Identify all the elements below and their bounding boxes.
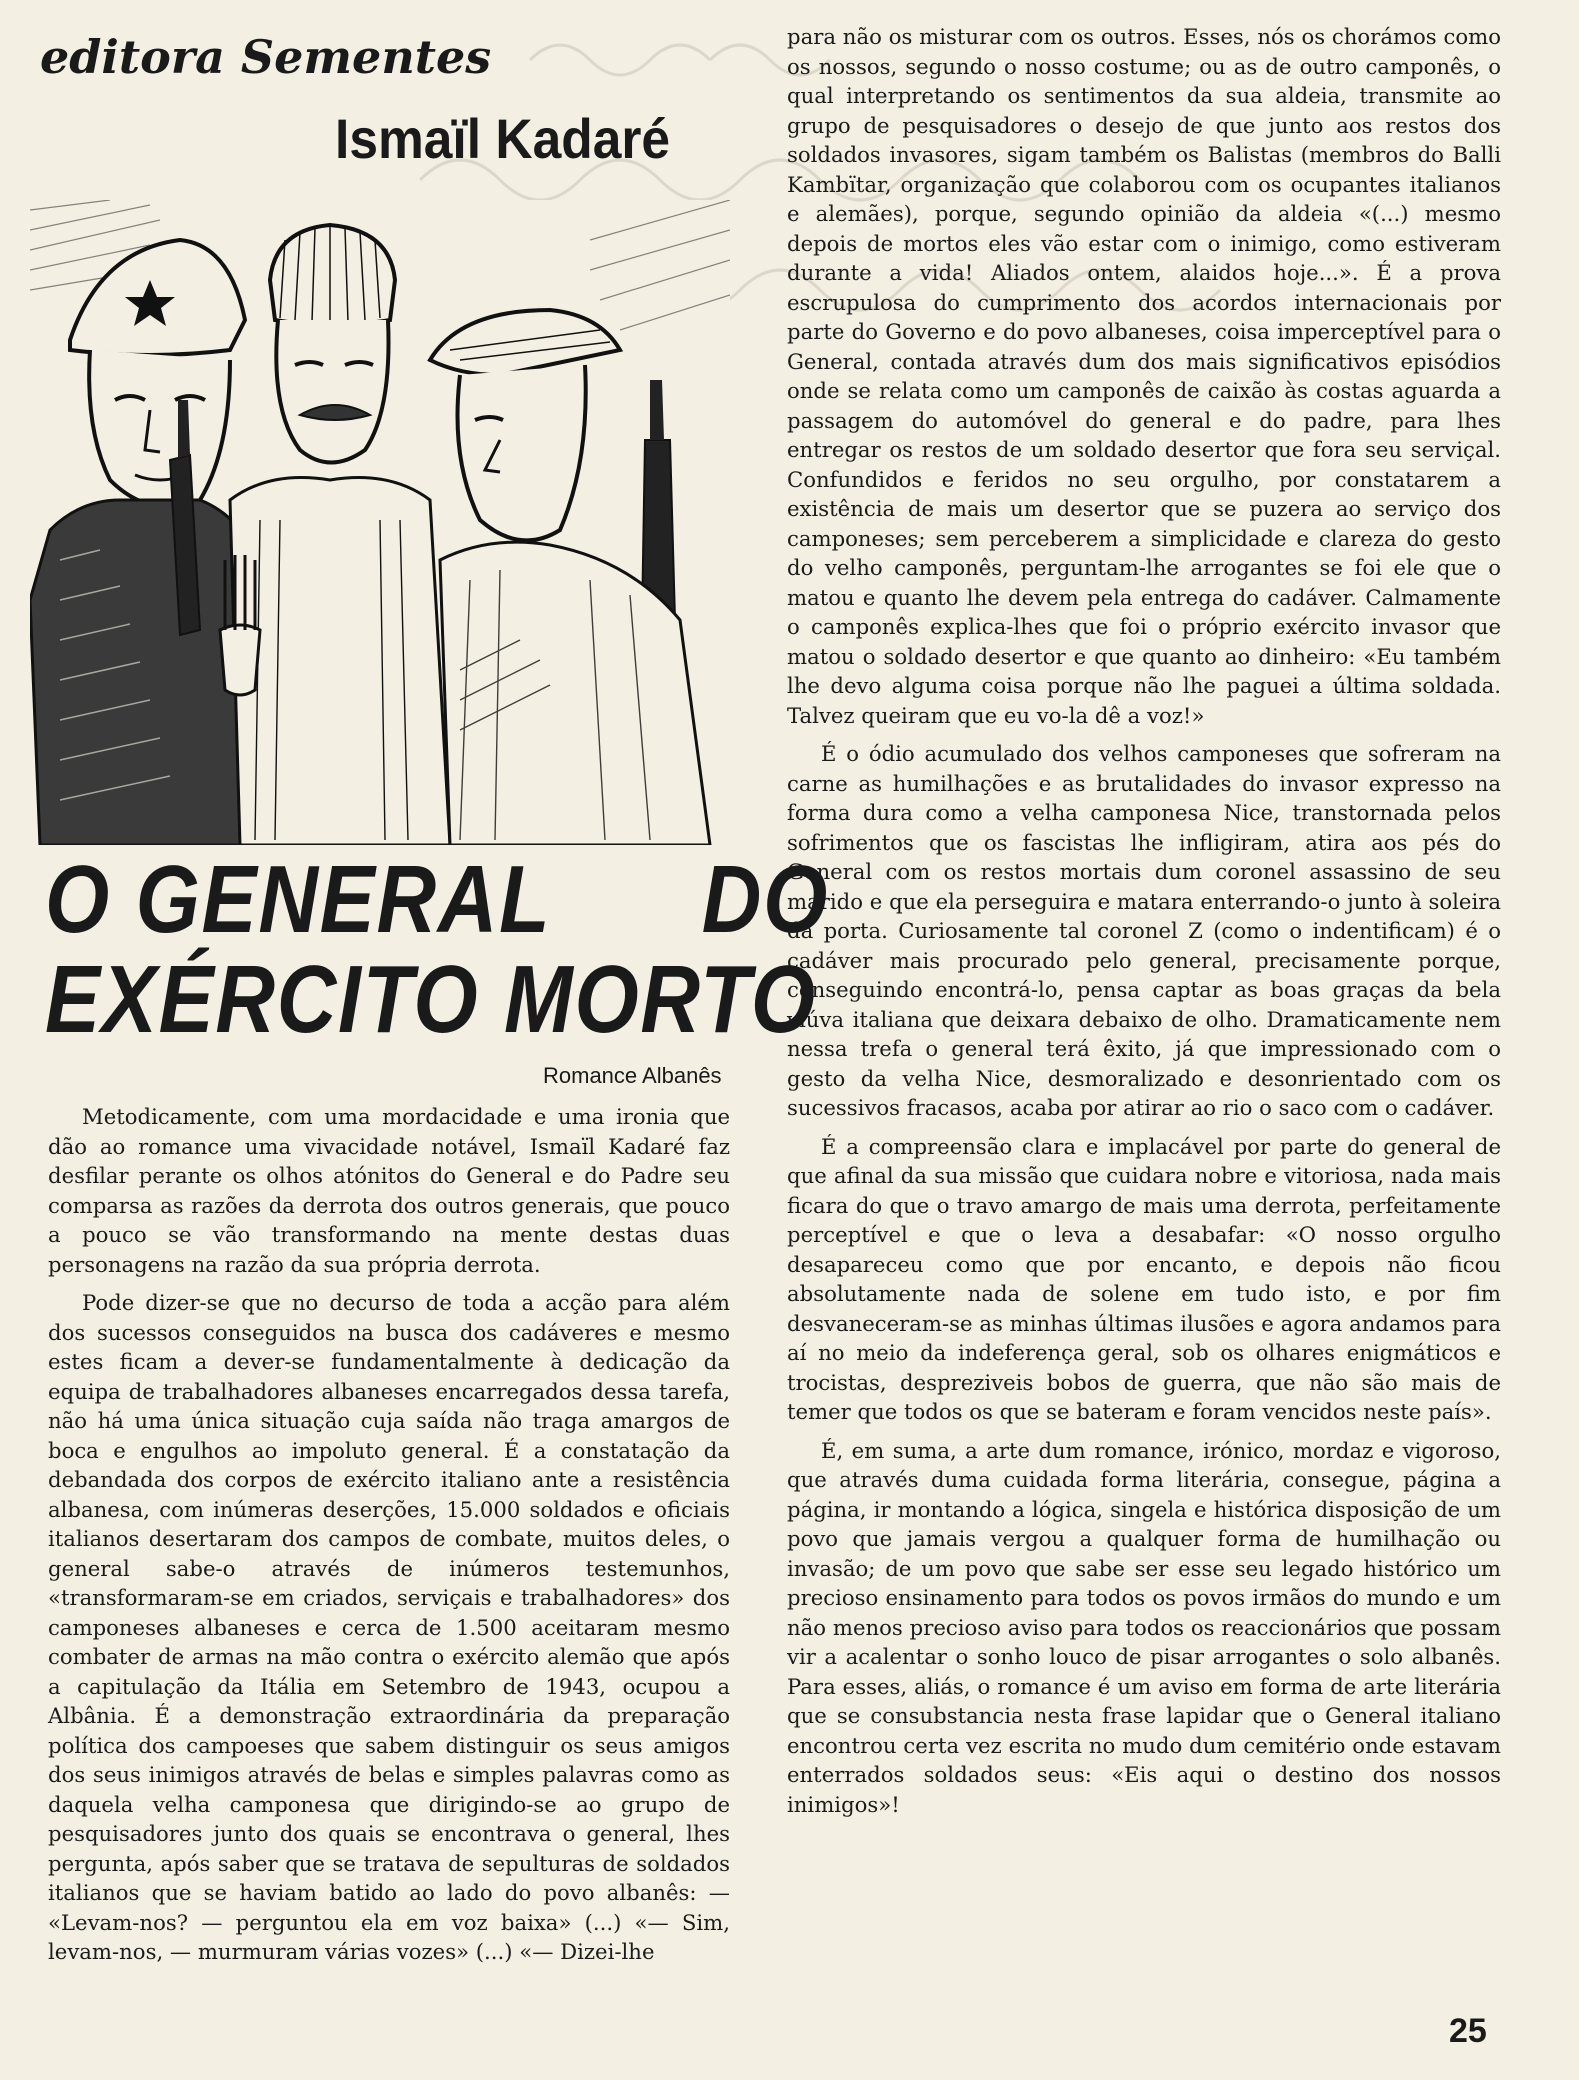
- page-number: 25: [1449, 2012, 1487, 2050]
- book-subtitle: Romance Albanês: [543, 1063, 722, 1088]
- right-column: [787, 22, 1501, 1828]
- three-soldiers-illustration: [30, 200, 730, 845]
- left-paragraph-1: Metodicamente, com uma mordacidade e uma ironia que dão ao romance uma vivacidade notável, Ismaïl Kadaré faz desfilar perante os olhos atónitos do General e do Padre seu comparsa as razões da derrota dos outros generais, que pouco a pouco se vão transformando na mente destas duas personagens na razão da sua própria derrota.: [48, 1104, 730, 1277]
- left-paragraph-2: Pode dizer-se que no decurso de toda a acção para além dos sucessos conseguidos na busca dos cadáveres e mesmo estes ficam a dever-se fundamentalmente à dedicação da equipa de trabalhadores albaneses encarregados dessa tarefa, não há uma única situação cuja saída não traga amargos de boca e engulhos ao impoluto general. É a constatação da debandada dos corpos de exército italiano ante a resistência albanesa, com inúmeras deserções, 15.000 soldados e oficiais italianos desertaram dos campos de combate, muitos deles, o general sabe-o através de inúmeros testemunhos, «transformaram-se em criados, serviçais e trabalhadores» dos camponeses albaneses e cerca de 1.500 aceitaram mesmo combater de armas na mão contra o exército alemão que após a capitulação da Itália em Setembro de 1943, ocupou a Albânia. É a demonstração extraordinária da preparação política dos campoeses que sabem distinguir os seus amigos dos seus inimigos através de belas e simples palavras como as daquela velha camponesa que dirigindo-se ao grupo de pesquisadores junto dos quais se encontrava o general, lhes pergunta, após saber que se tratava de sepulturas de soldados italianos que se haviam batido ao lado do povo albanês: — «Levam-nos? — perguntou ela em voz baixa» (...) «— Sim, levam-nos, — murmuram várias vozes» (...) «— Dizei-lhe: [48, 1290, 730, 1964]
- book-title-word-do: DO: [701, 846, 830, 953]
- right-paragraph-2: É o ódio acumulado dos velhos camponeses que sofreram na carne as humilhações e as brutalidades do invasor expresso na forma dura como a velha camponesa Nice, transtornada pelos sofrimentos que os fascistas lhe infligiram, atira aos pés do General com os restos mortais dum coronel assassino de seu marido e que ela perseguira e matara enterrando-o junto à soleira da porta. Curiosamente tal coronel Z (como o indentificam) é o cadáver mais procurado pelo general, precisamente porque, conseguindo encontrá-lo, pensa captar as boas graças da bela viúva italiana que deixara debaixo de olho. Dramaticamente nem nessa trefa o general terá êxito, já que impressionado com o gesto da velha Nice, desmoralizado e desonrientado com os sucessivos fracasos, acaba por atirar ao rio o saco com o cadáver.: [787, 741, 1501, 1120]
- right-paragraph-1: para não os misturar com os outros. Esses, nós os chorámos como os nossos, segundo o nosso costume; ou as de outro camponês, o qual interpretando os sentimentos da sua aldeia, transmite ao grupo de pesquisadores o desejo de que junto aos restos dos soldados invasores, sigam também os Balistas (membros do Balli Kambïtar, organização que colaborou com os ocupantes italianos e alemães), porque, segundo opinião da aldeia «(...) mesmo depois de mortos eles vão estar com o inimigo, como estiveram durante a vida! Aliados ontem, alaidos hoje...». É a prova escrupulosa do cumprimento dos acordos internacionais por parte do Governo e do povo albaneses, coisa imperceptível para o General, contada através dum dos mais significativos episódios onde se relata como um camponês de caixão às costas aguarda a passagem do automóvel do general e do padre, para lhes entregar os restos de um soldado desertor que fora seu serviçal. Confundidos e feridos no seu orgulho, por constatarem a existência de mais um desertor que se puzera ao serviço dos camponeses; sem perceberem a simplicidade e clareza do gesto do velho camponês, perguntam-lhe arrogantes se foi ele que o matou e quanto lhe devem pela entrega do cadáver. Calmamente o camponês explica-lhes que foi o próprio exército invasor que matou o soldado desertor e que quanto ao dinheiro: «Eu também lhe devo alguma coisa porque não lhe paguei a última soldada. Talvez queiram que eu vo-la dê a voz!»: [787, 24, 1501, 728]
- book-title-line-2: EXÉRCITO MORTO: [45, 946, 817, 1053]
- book-title-line-1: [45, 846, 830, 953]
- publisher-name: editora Sementes: [40, 30, 492, 84]
- author-name: Ismaïl Kadaré: [335, 107, 671, 170]
- left-column: [48, 1102, 730, 1976]
- right-paragraph-3: É a compreensão clara e implacável por parte do general de que afinal da sua missão que cuidara nobre e vitoriosa, nada mais ficara do que o travo amargo de mais uma derrota, perfeitamente perceptível e que o leva a desabafar: «O nosso orgulho desapareceu como que por encanto, e depois não ficou absolutamente nada de solene em tudo isto, e por fim desvaneceram-se as minhas últimas ilusões e agora andamos para aí no meio da indeferença geral, sob os olhares enigmáticos e trocistas, despreziveis bobos de guerra, que não são mais de temer que todos os que se bateram e foram vencidos neste país».: [787, 1133, 1501, 1424]
- right-paragraph-4: É, em suma, a arte dum romance, irónico, mordaz e vigoroso, que através duma cuidada forma literária, consegue, página a página, ir montando a lógica, singela e histórica disposição de um povo que jamais vergou a qualquer forma de humilhação ou invasão; de um povo que sabe ser esse seu legado histórico um precioso ensinamento para todos os povos irmãos do mundo e um não menos precioso aviso para todos os reaccionários que possam vir a acalentar o sonho louco de pisar arrogantes o solo albanês. Para esses, aliás, o romance é um aviso em forma de arte literária que se consubstancia nesta frase lapidar que o General italiano encontrou certa vez escrita no mudo dum cemitério onde estavam enterrados soldados seus: «Eis aqui o destino dos nossos inimigos»!: [787, 1437, 1501, 1817]
- book-title-word-general: O GENERAL: [45, 846, 552, 953]
